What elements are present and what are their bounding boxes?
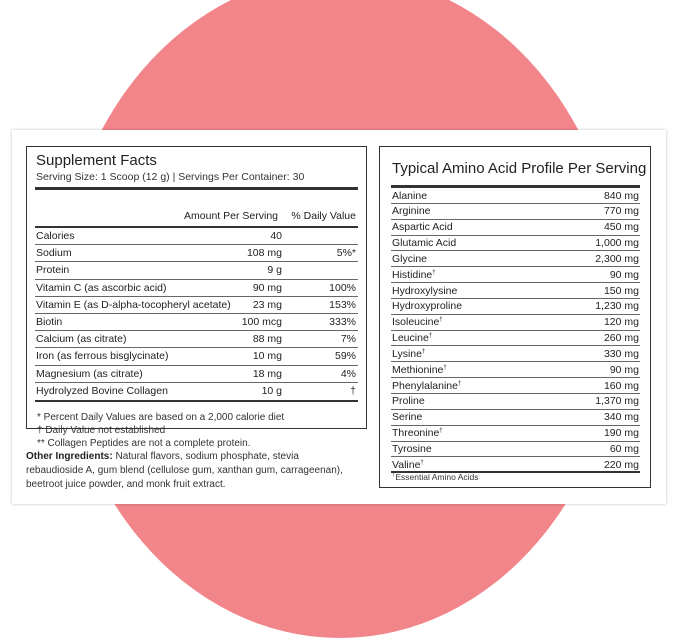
amino-acid-name-text: Methionine <box>392 363 444 376</box>
amino-acid-name-text: Lysine <box>392 347 422 360</box>
nutrient-amount: 23 mg <box>252 298 282 311</box>
nutrient-daily-value: 333% <box>329 315 356 328</box>
nutrient-amount: 100 mcg <box>241 315 282 328</box>
essential-marker: † <box>439 428 443 435</box>
nutrient-daily-value: 7% <box>340 333 356 346</box>
amino-acid-row <box>391 267 640 283</box>
amino-acid-name <box>392 364 447 376</box>
amino-acid-row <box>391 315 640 331</box>
amino-acid-value: 450 mg <box>603 221 639 234</box>
amino-acid-value: 160 mg <box>603 379 639 392</box>
amino-acid-value: 2,300 mg <box>595 252 639 265</box>
daily-value-column-header: % Daily Value <box>291 210 356 222</box>
nutrient-name: Calcium (as citrate) <box>36 333 127 346</box>
amino-acid-name-text: Hydroxylysine <box>392 284 458 297</box>
amino-acid-row <box>391 283 640 299</box>
amino-acid-value: 190 mg <box>603 427 639 440</box>
amino-acid-name-text: Hydroxyproline <box>392 300 463 313</box>
supplement-row <box>35 280 358 297</box>
amino-acid-value: 90 mg <box>609 268 639 281</box>
amino-acid-name <box>392 395 425 407</box>
supplement-notes <box>37 411 284 450</box>
nutrient-amount: 9 g <box>267 264 282 277</box>
nutrient-name: Biotin <box>36 315 63 328</box>
nutrient-amount: 10 mg <box>252 350 282 363</box>
supplement-row <box>35 245 358 262</box>
amino-acid-panel <box>379 146 651 488</box>
other-ingredients <box>26 450 356 492</box>
amino-acid-name <box>392 427 443 439</box>
amino-acid-name-text: Histidine <box>392 268 433 281</box>
amino-acid-row <box>391 457 640 473</box>
nutrient-name: Iron (as ferrous bisglycinate) <box>36 350 169 363</box>
amino-acid-name-text: Glycine <box>392 252 428 265</box>
amino-acid-name <box>392 380 461 392</box>
essential-marker: † <box>457 380 462 387</box>
amino-acid-name-text: Valine <box>392 458 421 471</box>
nutrient-daily-value: 153% <box>329 298 356 311</box>
nutrient-daily-value: 59% <box>334 350 356 363</box>
amino-acid-name <box>392 316 443 328</box>
amino-acid-name-text: Serine <box>392 411 423 424</box>
amino-acid-row <box>391 378 640 394</box>
amino-acid-table <box>391 185 640 473</box>
amino-acid-name <box>392 285 457 297</box>
supplement-row <box>35 297 358 314</box>
amino-acid-row <box>391 410 640 426</box>
supplement-row <box>35 262 358 279</box>
nutrient-name: Vitamin C (as ascorbic acid) <box>36 281 167 294</box>
supplement-row <box>35 314 358 331</box>
nutrient-daily-value: 5%* <box>336 247 356 260</box>
label-card <box>12 130 666 504</box>
supplement-row <box>35 331 358 348</box>
amino-acid-value: 1,000 mg <box>595 237 639 250</box>
footnote-marker: † <box>392 472 396 478</box>
amino-acid-row <box>391 236 640 252</box>
amino-acid-name-text: Arginine <box>392 205 431 218</box>
amino-acid-value: 1,370 mg <box>595 395 639 408</box>
supplement-facts-title: Supplement Facts <box>36 152 157 169</box>
supplement-row <box>35 383 358 400</box>
amino-acid-name-text: Leucine <box>392 332 429 345</box>
supplement-table-bottom-rule <box>35 400 358 402</box>
amino-acid-name-text: Isoleucine <box>392 316 440 329</box>
amino-acid-name <box>392 300 462 312</box>
amino-acid-name-text: Alanine <box>392 189 428 202</box>
amino-acid-row <box>391 204 640 220</box>
note-daily-values: * Percent Daily Values are based on a 2,000 calorie diet <box>37 412 285 423</box>
amino-acid-row <box>391 251 640 267</box>
amino-acid-value: 260 mg <box>603 332 639 345</box>
amino-acid-row <box>391 442 640 458</box>
note-dv-not-established: † Daily Value not established <box>37 425 166 436</box>
amino-acid-name <box>392 332 432 344</box>
essential-marker: † <box>439 317 443 324</box>
amino-acid-name <box>392 205 431 217</box>
amino-acid-value: 1,230 mg <box>595 300 639 313</box>
nutrient-daily-value: 4% <box>340 367 356 380</box>
amino-acid-name <box>392 443 432 455</box>
essential-marker: † <box>443 364 447 371</box>
amino-acid-name <box>392 237 456 249</box>
supplement-row <box>35 366 358 383</box>
nutrient-amount: 90 mg <box>252 281 282 294</box>
amino-acid-row <box>391 394 640 410</box>
amino-acid-name-text: Threonine <box>392 427 440 440</box>
amino-acid-name <box>392 459 424 471</box>
amino-acid-name-text: Phenylalanine <box>392 379 458 392</box>
amino-acid-footnote <box>392 472 479 482</box>
amino-acid-name <box>392 190 427 202</box>
amino-acid-name-text: Aspartic Acid <box>392 221 453 234</box>
amino-acid-row <box>391 426 640 442</box>
serving-info: Serving Size: 1 Scoop (12 g) | Servings Per Container: 30 <box>36 171 305 183</box>
essential-marker: † <box>432 269 436 276</box>
amino-acid-value: 330 mg <box>603 347 639 360</box>
amino-acid-name <box>392 348 425 360</box>
amino-acid-name-text: Proline <box>392 395 425 408</box>
amino-acid-name <box>392 411 422 423</box>
nutrient-name: Protein <box>36 264 70 277</box>
supplement-table-body <box>35 228 358 400</box>
note-collagen: ** Collagen Peptides are not a complete protein. <box>37 438 251 449</box>
amino-acid-row <box>391 299 640 315</box>
nutrient-amount: 108 mg <box>246 247 282 260</box>
amino-acid-row <box>391 220 640 236</box>
amino-acid-value: 150 mg <box>603 284 639 297</box>
nutrient-daily-value: † <box>350 384 356 397</box>
amino-acid-row <box>391 346 640 362</box>
amino-acid-name <box>392 269 436 281</box>
supplement-facts-panel <box>26 146 367 449</box>
footnote-text: Essential Amino Acids <box>395 472 479 482</box>
amino-acid-value: 60 mg <box>609 443 639 455</box>
amino-acid-value: 90 mg <box>609 363 639 376</box>
amino-acid-title: Typical Amino Acid Profile Per Serving <box>392 160 647 177</box>
essential-marker: † <box>421 348 426 355</box>
nutrient-amount: 88 mg <box>252 333 282 346</box>
essential-marker: † <box>420 459 424 466</box>
essential-marker: † <box>428 333 433 340</box>
amino-acid-value: 840 mg <box>603 189 639 202</box>
supplement-table-header <box>35 187 358 228</box>
amino-acid-value: 220 mg <box>603 458 639 471</box>
nutrient-daily-value: 100% <box>329 281 356 294</box>
amino-acid-row <box>391 188 640 204</box>
nutrient-amount: 40 <box>270 230 282 242</box>
amino-acid-row <box>391 331 640 347</box>
amino-acid-name-text: Tyrosine <box>392 443 432 455</box>
amino-acid-row <box>391 362 640 378</box>
other-ingredients-text: Natural flavors, sodium phosphate, stevia rebaudioside A, gum blend (cellulose gum, xanthan gum, carrageenan), beetroot juice powder, and monk fruit extract. <box>26 451 343 490</box>
amount-column-header: Amount Per Serving <box>184 210 278 222</box>
amino-acid-value: 340 mg <box>603 411 639 424</box>
amino-acid-value: 120 mg <box>603 316 639 329</box>
nutrient-amount: 18 mg <box>252 367 282 380</box>
amino-acid-name-text: Glutamic Acid <box>392 237 457 250</box>
nutrient-name: Hydrolyzed Bovine Collagen <box>36 384 168 397</box>
amino-acid-value: 770 mg <box>603 205 639 218</box>
amino-acid-name <box>392 253 427 265</box>
supplement-row <box>35 228 358 245</box>
nutrient-name: Sodium <box>36 247 72 260</box>
nutrient-amount: 10 g <box>261 384 282 397</box>
nutrient-name: Magnesium (as citrate) <box>36 367 143 380</box>
nutrient-name: Calories <box>36 230 75 242</box>
other-ingredients-label: Other Ingredients: <box>26 451 113 462</box>
supplement-row <box>35 348 358 365</box>
nutrient-name: Vitamin E (as D-alpha-tocopheryl acetate) <box>36 298 231 311</box>
amino-acid-name <box>392 221 453 233</box>
